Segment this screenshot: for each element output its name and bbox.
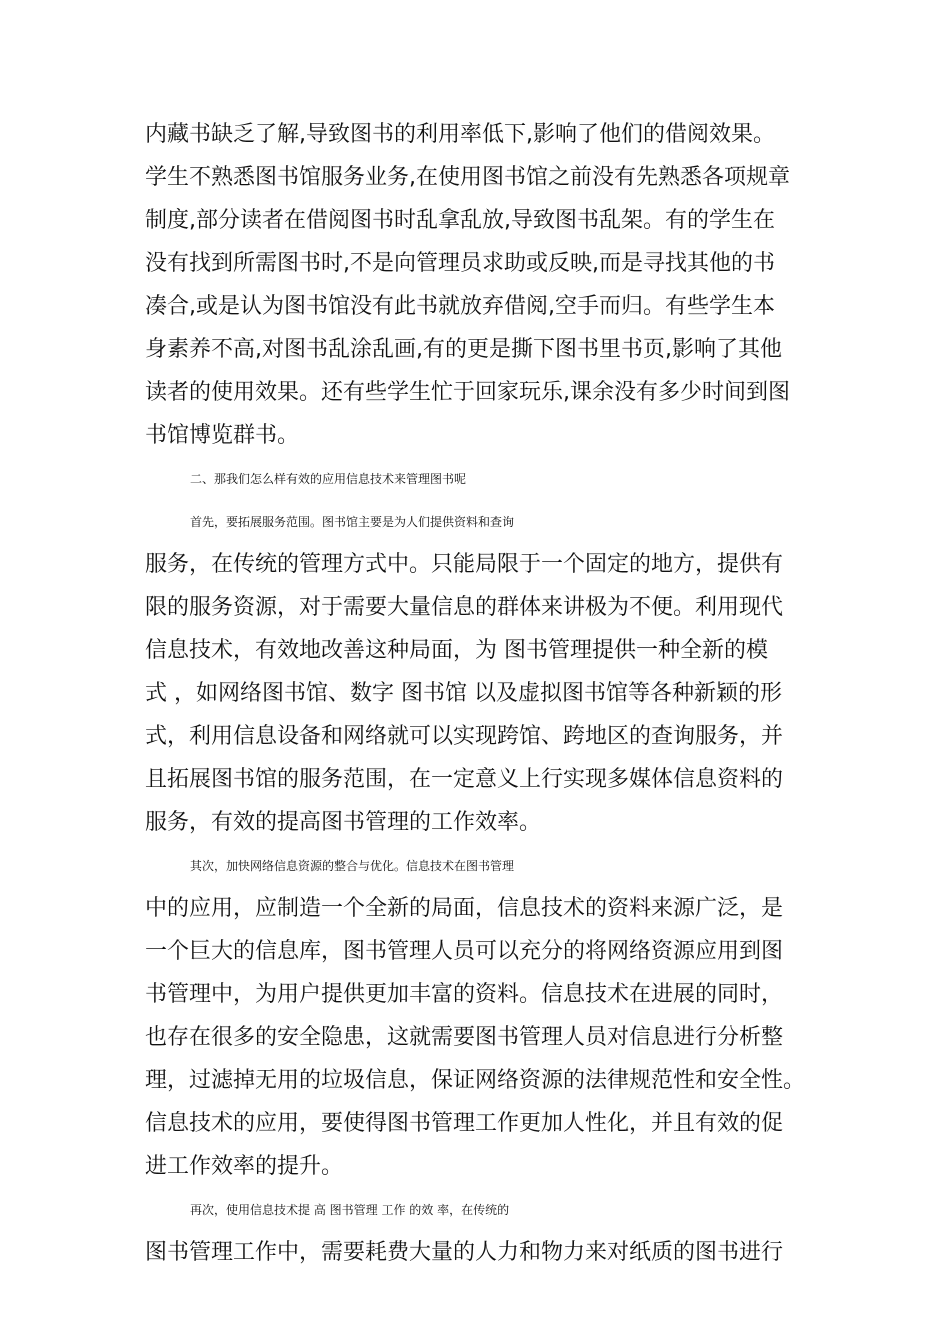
text-line: 内藏书缺乏了解,导致图书的利用率低下,影响了他们的借阅效果。 <box>145 122 775 147</box>
paragraph-first-line: 其次，加快网络信息资源的整合与优化。信息技术在图书管理 <box>190 859 515 873</box>
text-line: 限的服务资源，对于需要大量信息的群体来讲极为不便。利用现代 <box>145 595 784 620</box>
paragraph-first-line: 首先，要拓展服务范围。图书馆主要是为人们提供资料和查询 <box>190 515 515 529</box>
text-line: 读者的使用效果。还有些学生忙于回家玩乐,课余没有多少时间到图 <box>145 380 790 405</box>
text-line: 服务，有效的提高图书管理的工作效率。 <box>145 810 542 835</box>
paragraph-first-line: 再次，使用信息技术提 高 图书管理 工作 的效 率，在传统的 <box>190 1203 510 1217</box>
text-line: 没有找到所需图书时,不是向管理员求助或反映,而是寻找其他的书 <box>145 251 775 276</box>
text-line: 身素养不高,对图书乱涂乱画,有的更是撕下图书里书页,影响了其他 <box>145 337 782 362</box>
text-line: 中的应用，应制造一个全新的局面，信息技术的资料来源广泛，是 <box>145 896 784 921</box>
text-line: 式，利用信息设备和网络就可以实现跨馆、跨地区的查询服务，并 <box>145 724 784 749</box>
text-line: 也存在很多的安全隐患，这就需要图书管理人员对信息进行分析整 <box>145 1025 784 1050</box>
text-line: 理，过滤掉无用的垃圾信息，保证网络资源的法律规范性和安全性。 <box>145 1068 806 1093</box>
text-line: 制度,部分读者在借阅图书时乱拿乱放,导致图书乱架。有的学生在 <box>145 208 775 233</box>
text-line: 式 ，如网络图书馆、数字 图书馆 以及虚拟图书馆等各种新颖的形 <box>145 681 782 706</box>
text-line: 图书管理工作中，需要耗费大量的人力和物力来对纸质的图书进行 <box>145 1240 784 1265</box>
section-heading: 二、那我们怎么样有效的应用信息技术来管理图书呢 <box>190 472 467 486</box>
text-line: 且拓展图书馆的服务范围，在一定意义上行实现多媒体信息资料的 <box>145 767 784 792</box>
text-line: 一个巨大的信息库，图书管理人员可以充分的将网络资源应用到图 <box>145 939 784 964</box>
text-line: 凑合,或是认为图书馆没有此书就放弃借阅,空手而归。有些学生本 <box>145 294 775 319</box>
text-line: 服务，在传统的管理方式中。只能局限于一个固定的地方，提供有 <box>145 552 784 577</box>
text-line: 书管理中，为用户提供更加丰富的资料。信息技术在进展的同时， <box>145 982 784 1007</box>
text-line: 进工作效率的提升。 <box>145 1154 344 1179</box>
text-line: 信息技术，有效地改善这种局面，为 图书管理提供一种全新的模 <box>145 638 768 663</box>
text-line: 书馆博览群书。 <box>145 423 300 448</box>
text-line: 学生不熟悉图书馆服务业务,在使用图书馆之前没有先熟悉各项规章 <box>145 165 790 190</box>
text-line: 信息技术的应用，要使得图书管理工作更加人性化，并且有效的促 <box>145 1111 784 1136</box>
